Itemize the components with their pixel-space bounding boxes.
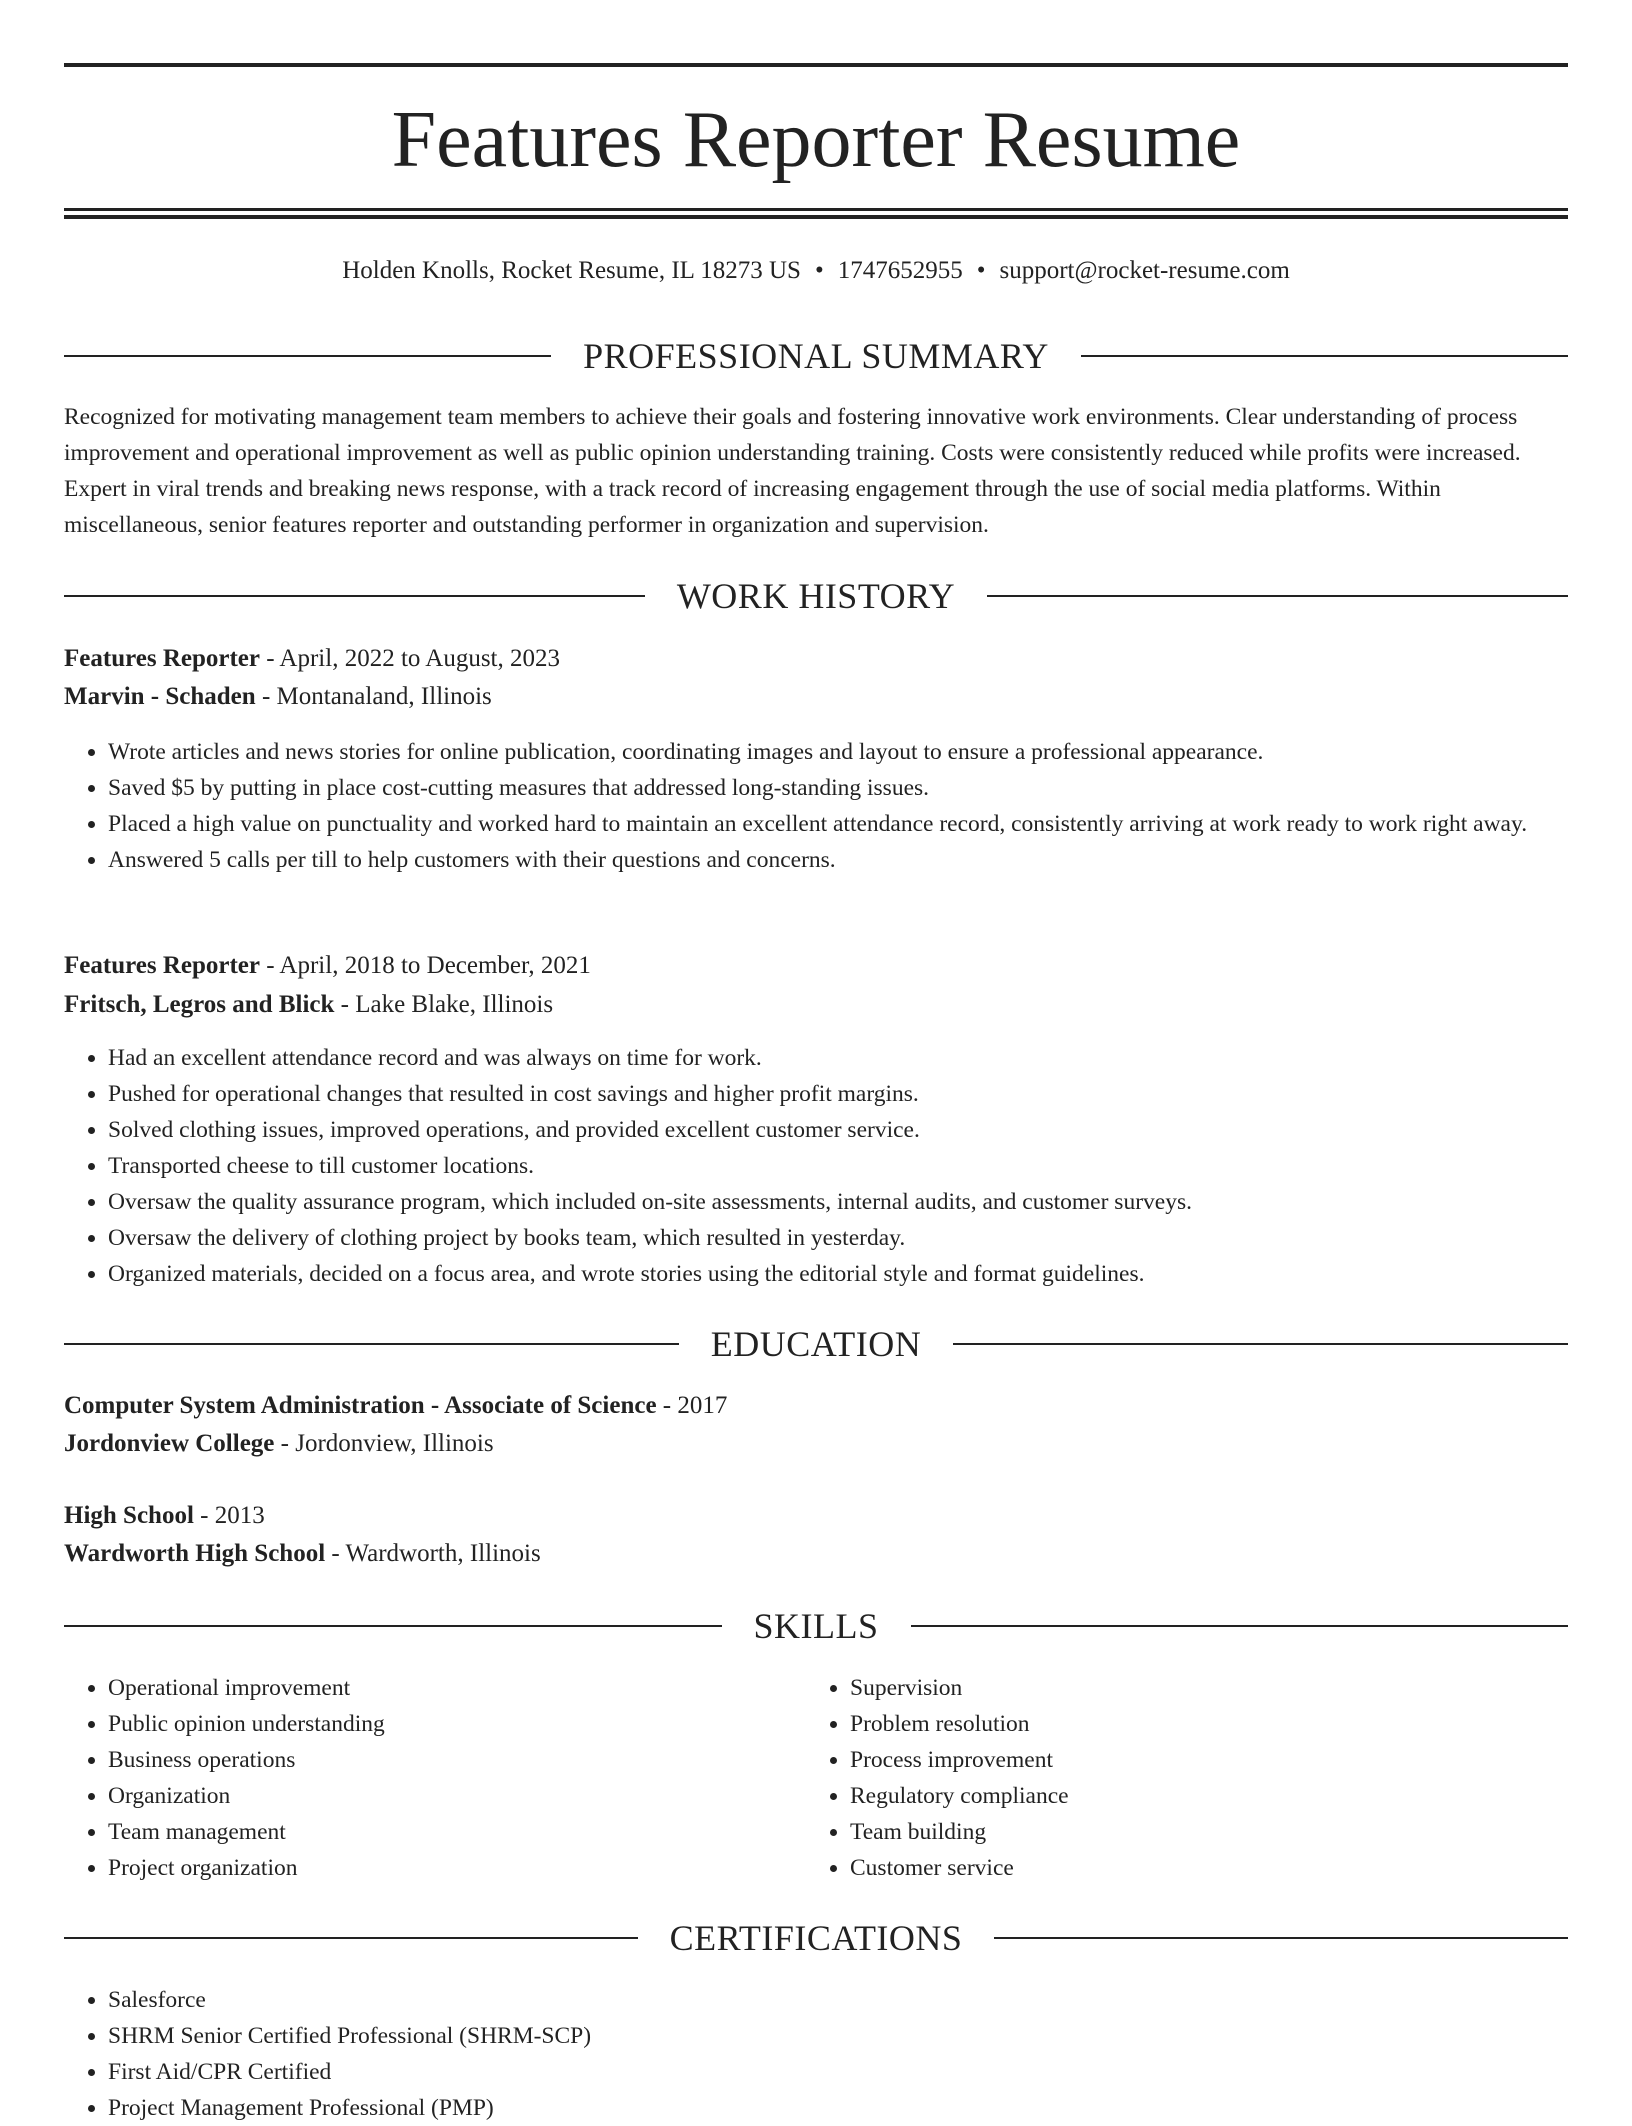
skill-item: • Public opinion understanding [108,1706,808,1742]
list-item: • Oversaw the delivery of clothing project by books team, which resulted in yesterday. [108,1220,1612,1256]
contact-separator: • [976,257,986,284]
section-rule [64,1343,679,1345]
section-rule [953,1343,1568,1345]
skills-list-left [64,1670,808,1886]
list-item: • Answered 5 calls per till to help customers with their questions and concerns. [108,842,1612,878]
job-company: Fritsch, Legros and Blick [64,991,335,1018]
skill-item: • Organization [108,1778,808,1814]
job-dates: - April, 2018 to December, 2021 [259,952,591,979]
contact-line [64,254,1568,288]
certification-item: • Salesforce [108,1982,1612,2018]
education-degree: High School [64,1502,194,1529]
section-heading-skills [64,1604,1568,1648]
list-item: • Had an excellent attendance record and was always on time for work. [108,1040,1612,1076]
contact-phone: 1747652955 [837,257,963,284]
section-rule [64,595,645,597]
section-rule [64,1937,638,1939]
job-company-line [64,987,1568,1023]
certification-item: • SHRM Senior Certified Professional (SHRM-SCP) [108,2018,1612,2054]
skill-item: • Customer service [850,1850,1550,1886]
job-title-line [64,948,1568,984]
section-rule [987,595,1568,597]
list-item: • Solved clothing issues, improved operations, and provided excellent customer service. [108,1112,1612,1148]
skills-list-right [806,1670,1550,1886]
job-location: - Lake Blake, Illinois [334,991,554,1018]
education-school: Wardworth High School [64,1540,326,1567]
section-title: SKILLS [753,1606,879,1646]
job-bullets [64,1040,1612,1292]
list-item: • Pushed for operational changes that resulted in cost savings and higher profit margins. [108,1076,1612,1112]
contact-email: support@rocket-resume.com [999,257,1290,284]
title-rule-upper [64,208,1568,211]
job-company-line [64,679,1568,715]
certifications-list [64,1982,1612,2126]
list-item: • Transported cheese to till customer locations. [108,1148,1612,1184]
education-degree-line [64,1388,1568,1424]
education-school-line [64,1426,1568,1462]
skill-item: • Problem resolution [850,1706,1550,1742]
education-year: - 2017 [656,1392,728,1419]
section-heading-certifications [64,1916,1568,1960]
list-item: • Saved $5 by putting in place cost-cutting measures that addressed long-standing issues. [108,770,1612,806]
list-item: • Wrote articles and news stories for online publication, coordinating images and layout to ensure a professional appearance. [108,734,1612,770]
job-company: Marvin - Schaden [64,683,256,710]
contact-address: Holden Knolls, Rocket Resume, IL 18273 US [342,257,801,284]
skill-item: • Regulatory compliance [850,1778,1550,1814]
certification-item: • First Aid/CPR Certified [108,2054,1612,2090]
skill-item: • Project organization [108,1850,808,1886]
education-location: - Jordonview, Illinois [274,1430,494,1457]
job-bullets [64,734,1612,878]
job-dates: - April, 2022 to August, 2023 [259,645,560,672]
section-heading-education [64,1322,1568,1366]
summary-text: Recognized for motivating management team members to achieve their goals and fostering innovative work environments. Clear understanding of process improvement and operational improvement as well as public opinion understanding training. Costs were consistently reduced while profits were increased. Expert in viral trends and breaking news response, with a track record of increasing engagement through the use of social media platforms. Within miscellaneous, senior features reporter and outstanding performer in organization and supervision. [64,404,1521,538]
education-school-line [64,1536,1568,1572]
skill-item: • Team management [108,1814,808,1850]
section-rule [64,355,551,357]
section-rule [911,1625,1569,1627]
job-location: - Montanaland, Illinois [255,683,492,710]
certification-item: • Project Management Professional (PMP) [108,2090,1612,2126]
education-location: - Wardworth, Illinois [325,1540,541,1567]
list-item: • Oversaw the quality assurance program, which included on-site assessments, internal audits, and customer surveys. [108,1184,1612,1220]
education-school: Jordonview College [64,1430,275,1457]
skill-item: • Supervision [850,1670,1550,1706]
section-heading-work [64,574,1568,618]
list-item: • Organized materials, decided on a focus area, and wrote stories using the editorial style and format guidelines. [108,1256,1612,1292]
section-title: EDUCATION [710,1324,922,1364]
section-title: PROFESSIONAL SUMMARY [583,336,1049,376]
education-year: - 2013 [193,1502,265,1529]
section-rule [64,1625,722,1627]
top-rule [64,63,1568,67]
education-degree: Computer System Administration - Associate of Science [64,1392,657,1419]
resume-title: Features Reporter Resume [391,96,1241,184]
skill-item: • Operational improvement [108,1670,808,1706]
skill-item: • Team building [850,1814,1550,1850]
skill-item: • Business operations [108,1742,808,1778]
job-title-line [64,641,1568,677]
skill-item: • Process improvement [850,1742,1550,1778]
section-rule [1081,355,1568,357]
section-title: WORK HISTORY [676,576,956,616]
section-heading-summary [64,334,1568,378]
section-rule [994,1937,1568,1939]
job-role: Features Reporter [64,645,260,672]
list-item: • Placed a high value on punctuality and worked hard to maintain an excellent attendance record, consistently arriving at work ready to work right away. [108,806,1612,842]
section-title: CERTIFICATIONS [669,1918,963,1958]
education-degree-line [64,1498,1568,1534]
contact-separator: • [814,257,824,284]
job-role: Features Reporter [64,952,260,979]
title-rule-lower [64,215,1568,219]
